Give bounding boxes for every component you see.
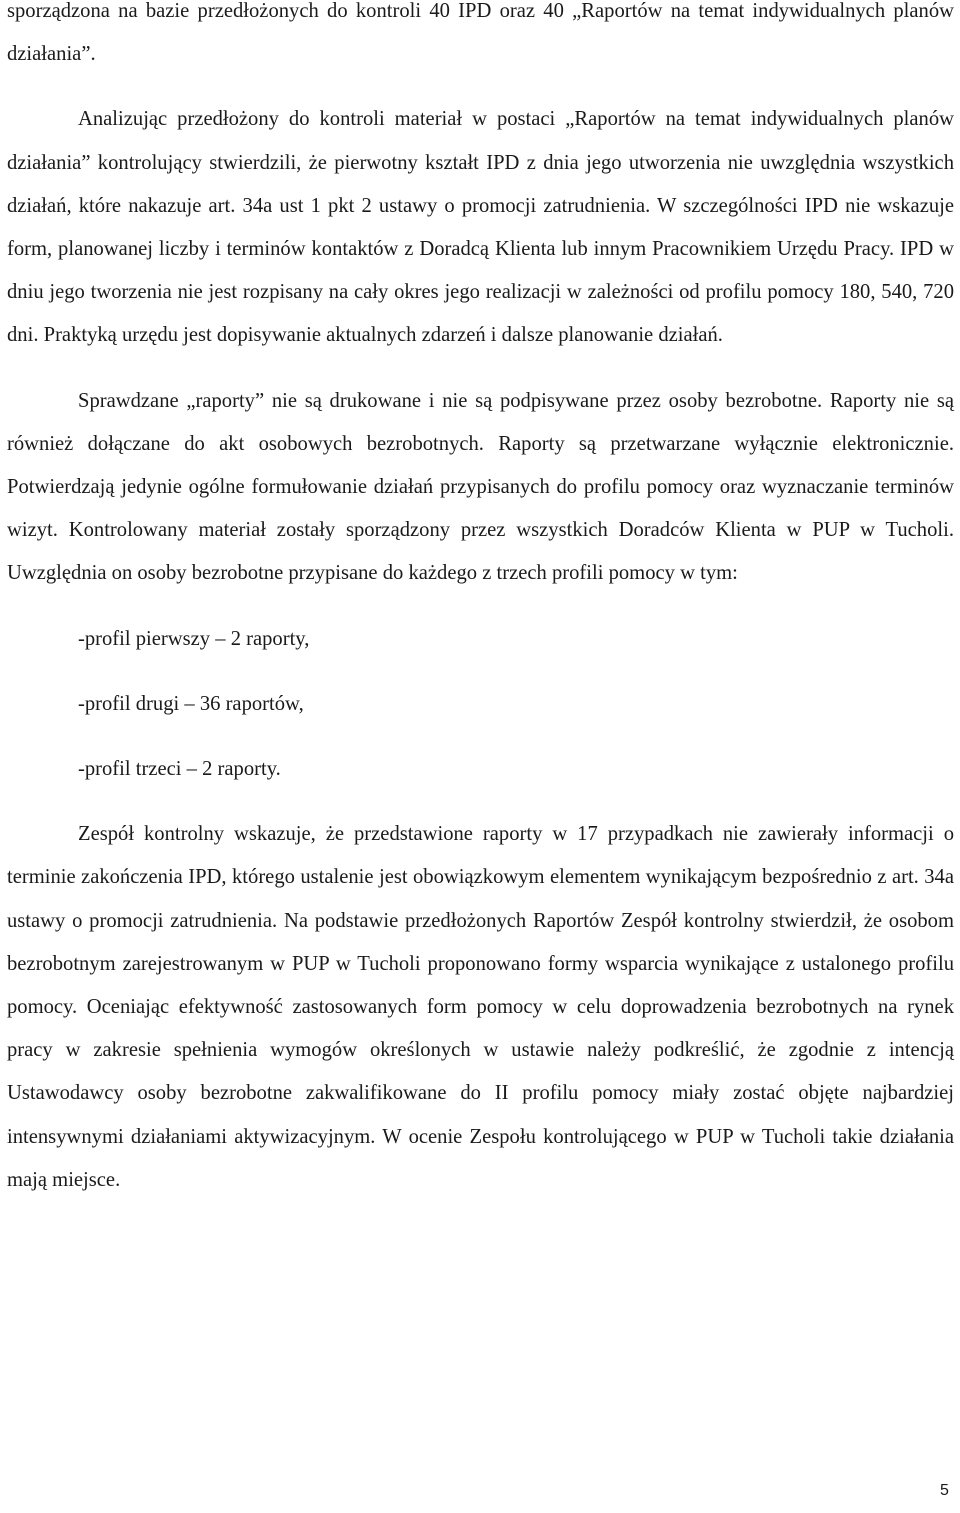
paragraph-spacer [0, 596, 960, 618]
paragraph-team-findings: Zespół kontrolny wskazuje, że przedstawione raporty w 17 przypadkach nie zawierały informacji o terminie zakończenia IPD, którego ustalenie jest obowiązkowym elementem wynikającym bezpośrednio z art. 34a ustawy o promocji zatrudnienia. Na podstawie przedłożonych Raportów Zespół kontrolny stwierdził, że osobom bezrobotnym zarejestrowanym w PUP w Tucholi proponowano formy wsparcia wynikające z ustalonego profilu pomocy. Oceniając efektywność zastosowanych form pomocy w celu doprowadzenia bezrobotnych na rynek pracy w zakresie spełnienia wymogów określonych w ustawie należy podkreślić, że zgodnie z intencją Ustawodawcy osoby bezrobotne zakwalifikowane do II profilu pomocy miały zostać objęte najbardziej intensywnymi działaniami aktywizacyjnym. W ocenie Zespołu kontrolującego w PUP w Tucholi takie działania mają miejsce. [7, 823, 954, 1191]
paragraph-reports-check: Sprawdzane „raporty” nie są drukowane i nie są podpisywane przez osoby bezrobotne. Raporty nie są również dołączane do akt osobowych bezrobotnych. Raporty są przetwarzane wyłącznie elektronicznie. Potwierdzają jedynie ogólne formułowanie działań przypisanych do profilu pomocy oraz wyznaczanie terminów wizyt. Kontrolowany materiał zostały sporządzony przez wszystkich Doradców Klienta w PUP w Tucholi. Uwzględnia on osoby bezrobotne przypisane do każdego z trzech profili pomocy w tym: [7, 389, 954, 585]
paragraph-ipd-analysis: Analizując przedłożony do kontroli materiał w postaci „Raportów na temat indywidualnych planów działania” kontrolujący stwierdzili, że pierwotny kształt IPD z dnia jego utworzenia nie uwzględnia wszystkich działań, które nakazuje art. 34a ust 1 pkt 2 ustawy o promocji zatrudnienia. W szczególności IPD nie wskazuje form, planowanej liczby i terminów kontaktów z Doradcą Klienta lub innym Pracownikiem Urzędu Pracy. IPD w dniu jego tworzenia nie jest rozpisany na cały okres jego realizacji w zależności od profilu pomocy 180, 540, 720 dni. Praktyką urzędu jest dopisywanie aktualnych zdarzeń i dalsze planowanie działań. [7, 108, 954, 347]
paragraph-intro-continuation: sporządzona na bazie przedłożonych do kontroli 40 IPD oraz 40 „Raportów na temat indywidualnych planów działania”. [7, 0, 954, 66]
list-item-profile-3: -profil trzeci – 2 raporty. [78, 758, 281, 781]
profile-list [0, 618, 960, 792]
list-item-profile-1: -profil pierwszy – 2 raporty, [78, 627, 310, 650]
list-item-profile-2: -profil drugi – 36 raportów, [78, 692, 304, 715]
paragraph-spacer [0, 358, 960, 380]
page-number: 5 [940, 1482, 949, 1499]
paragraph-spacer [0, 76, 960, 98]
